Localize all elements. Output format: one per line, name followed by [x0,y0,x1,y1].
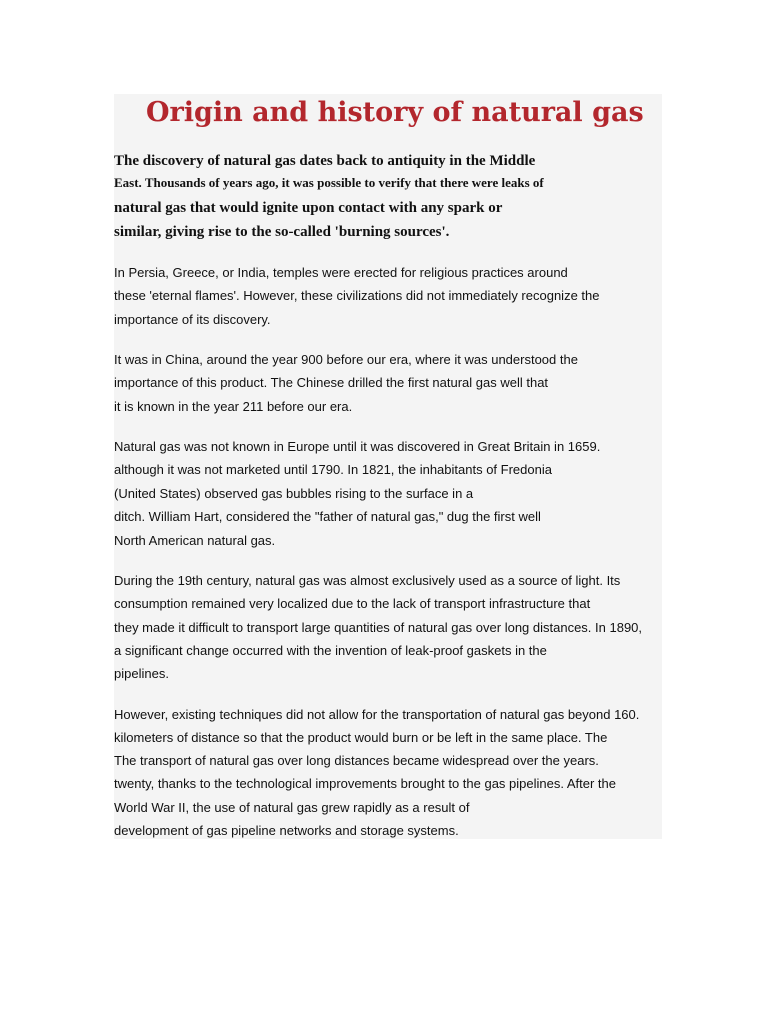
paragraph-3-line: although it was not marketed until 1790. In 1821, the inhabitants of Fredonia [114,462,552,477]
paragraph-1-line: In Persia, Greece, or India, temples were erected for religious practices around [114,265,568,280]
article-title: Origin and history of natural gas [146,97,644,128]
paragraph-4-line: During the 19th century, natural gas was almost exclusively used as a source of light. Its [114,573,621,588]
paragraph-3-line: Natural gas was not known in Europe until it was discovered in Great Britain in 1659. [114,439,601,454]
paragraph-5-line: World War II, the use of natural gas grew rapidly as a result of [114,800,470,815]
intro-line: East. Thousands of years ago, it was possible to verify that there were leaks of [114,175,544,190]
paragraph-2-line: importance of this product. The Chinese drilled the first natural gas well that [114,375,549,390]
paragraph-5-line: twenty, thanks to the technological improvements brought to the gas pipelines. After the [114,776,616,791]
paragraph-5-line: kilometers of distance so that the product would burn or be left in the same place. The [114,730,608,745]
paragraph-4-line: consumption remained very localized due to the lack of transport infrastructure that [114,596,591,611]
paragraph-3-line: ditch. William Hart, considered the "father of natural gas," dug the first well [114,509,541,524]
paragraph-5-line: development of gas pipeline networks and storage systems. [114,823,459,838]
intro-line: similar, giving rise to the so-called 'burning sources'. [114,224,450,240]
paragraph-3-line: (United States) observed gas bubbles rising to the surface in a [114,486,474,501]
paragraph-2-line: It was in China, around the year 900 before our era, where it was understood the [114,352,578,367]
paragraph-1-line: these 'eternal flames'. However, these civilizations did not immediately recognize the [114,288,600,303]
paragraph-4-line: a significant change occurred with the invention of leak-proof gaskets in the [114,643,547,658]
paragraph-4-line: pipelines. [114,666,169,681]
paragraph-5-line: The transport of natural gas over long distances became widespread over the years. [114,753,599,768]
paragraph-2-line: it is known in the year 211 before our era. [114,399,353,414]
paragraph-1-line: importance of its discovery. [114,312,271,327]
paragraph-3-line: North American natural gas. [114,533,276,548]
paragraph-4-line: they made it difficult to transport large quantities of natural gas over long distances. In 1890, [114,620,643,635]
intro-line: natural gas that would ignite upon contact with any spark or [114,200,503,216]
paragraph-5-line: However, existing techniques did not allow for the transportation of natural gas beyond 160. [114,707,640,722]
intro-line: The discovery of natural gas dates back to antiquity in the Middle [114,153,536,169]
